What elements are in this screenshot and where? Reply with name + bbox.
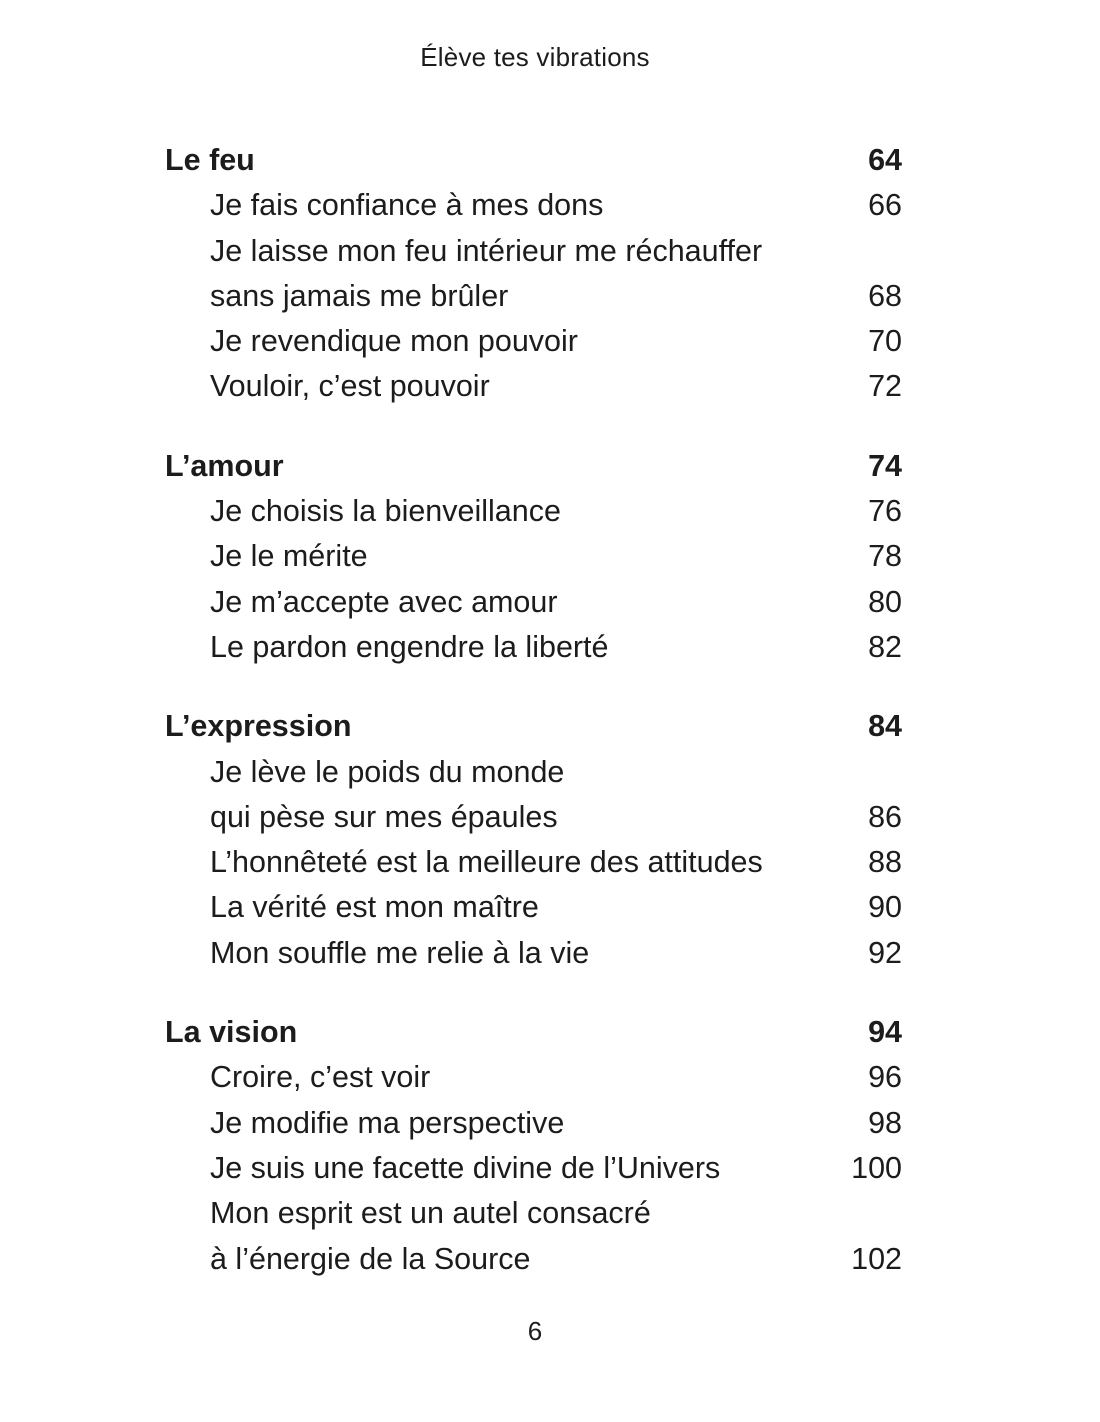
section-title: L’expression <box>165 709 352 744</box>
toc-section <box>165 444 902 670</box>
entry-title: Vouloir, c’est pouvoir <box>210 369 490 404</box>
entry-page-number: 92 <box>868 935 902 970</box>
entry-title: sans jamais me brûler <box>210 278 509 313</box>
toc-entry <box>165 229 902 274</box>
entry-title: Je laisse mon feu intérieur me réchauffer <box>210 233 763 268</box>
section-heading <box>165 1010 902 1055</box>
entry-page-number: 102 <box>851 1241 902 1276</box>
toc-entry <box>165 274 902 319</box>
entry-title: Je lève le poids du monde <box>210 754 565 789</box>
entry-page-number: 78 <box>868 539 902 574</box>
toc-entry <box>165 1101 902 1146</box>
entry-page-number: 70 <box>868 324 902 359</box>
toc-entry <box>165 364 902 409</box>
entry-title: Je m’accepte avec amour <box>210 584 558 619</box>
toc-entry <box>165 1191 902 1236</box>
entry-title: à l’énergie de la Source <box>210 1241 531 1276</box>
entry-title: L’honnêteté est la meilleure des attitudes <box>210 845 763 880</box>
section-heading <box>165 444 902 489</box>
entry-page-number: 96 <box>868 1060 902 1095</box>
entry-page-number: 82 <box>868 629 902 664</box>
entry-title: Je revendique mon pouvoir <box>210 324 578 359</box>
section-page-number: 84 <box>868 709 902 744</box>
entry-page-number: 100 <box>851 1150 902 1185</box>
page-number: 6 <box>527 1316 543 1346</box>
entry-title: Je suis une facette divine de l’Univers <box>210 1150 721 1185</box>
toc-entry <box>165 534 902 579</box>
toc-entry <box>165 885 902 930</box>
toc-section <box>165 138 902 410</box>
entry-title: qui pèse sur mes épaules <box>210 799 558 834</box>
entry-title: Le pardon engendre la liberté <box>210 629 609 664</box>
toc-entry <box>165 1146 902 1191</box>
entry-page-number: 86 <box>868 799 902 834</box>
toc-entry <box>165 625 902 670</box>
entry-title: Mon esprit est un autel consacré <box>210 1196 651 1231</box>
entry-title: Mon souffle me relie à la vie <box>210 935 590 970</box>
toc-entry <box>165 580 902 625</box>
running-head: Élève tes vibrations <box>420 42 650 72</box>
toc-section <box>165 704 902 976</box>
entry-title: La vérité est mon maître <box>210 890 539 925</box>
toc-entry <box>165 1237 902 1282</box>
entry-page-number: 98 <box>868 1105 902 1140</box>
toc-entry <box>165 183 902 228</box>
entry-page-number: 80 <box>868 584 902 619</box>
entry-page-number: 66 <box>868 188 902 223</box>
entry-title: Je modifie ma perspective <box>210 1105 565 1140</box>
section-title: L’amour <box>165 448 284 483</box>
toc-entry <box>165 750 902 795</box>
section-title: La vision <box>165 1015 298 1050</box>
entry-page-number: 68 <box>868 278 902 313</box>
toc-entry <box>165 1055 902 1100</box>
entry-page-number: 88 <box>868 845 902 880</box>
table-of-contents <box>165 138 902 1316</box>
entry-page-number: 72 <box>868 369 902 404</box>
section-page-number: 74 <box>868 448 902 483</box>
toc-section <box>165 1010 902 1282</box>
entry-title: Je le mérite <box>210 539 368 574</box>
toc-entry <box>165 489 902 534</box>
toc-entry <box>165 319 902 364</box>
entry-title: Je choisis la bienveillance <box>210 494 561 529</box>
entry-title: Je fais confiance à mes dons <box>210 188 604 223</box>
section-page-number: 94 <box>868 1015 902 1050</box>
entry-page-number: 76 <box>868 494 902 529</box>
section-heading <box>165 138 902 183</box>
section-heading <box>165 704 902 749</box>
toc-entry <box>165 840 902 885</box>
toc-entry <box>165 931 902 976</box>
section-title: Le feu <box>165 143 255 177</box>
entry-title: Croire, c’est voir <box>210 1060 431 1095</box>
toc-entry <box>165 795 902 840</box>
section-page-number: 64 <box>868 143 902 177</box>
entry-page-number: 90 <box>868 890 902 925</box>
